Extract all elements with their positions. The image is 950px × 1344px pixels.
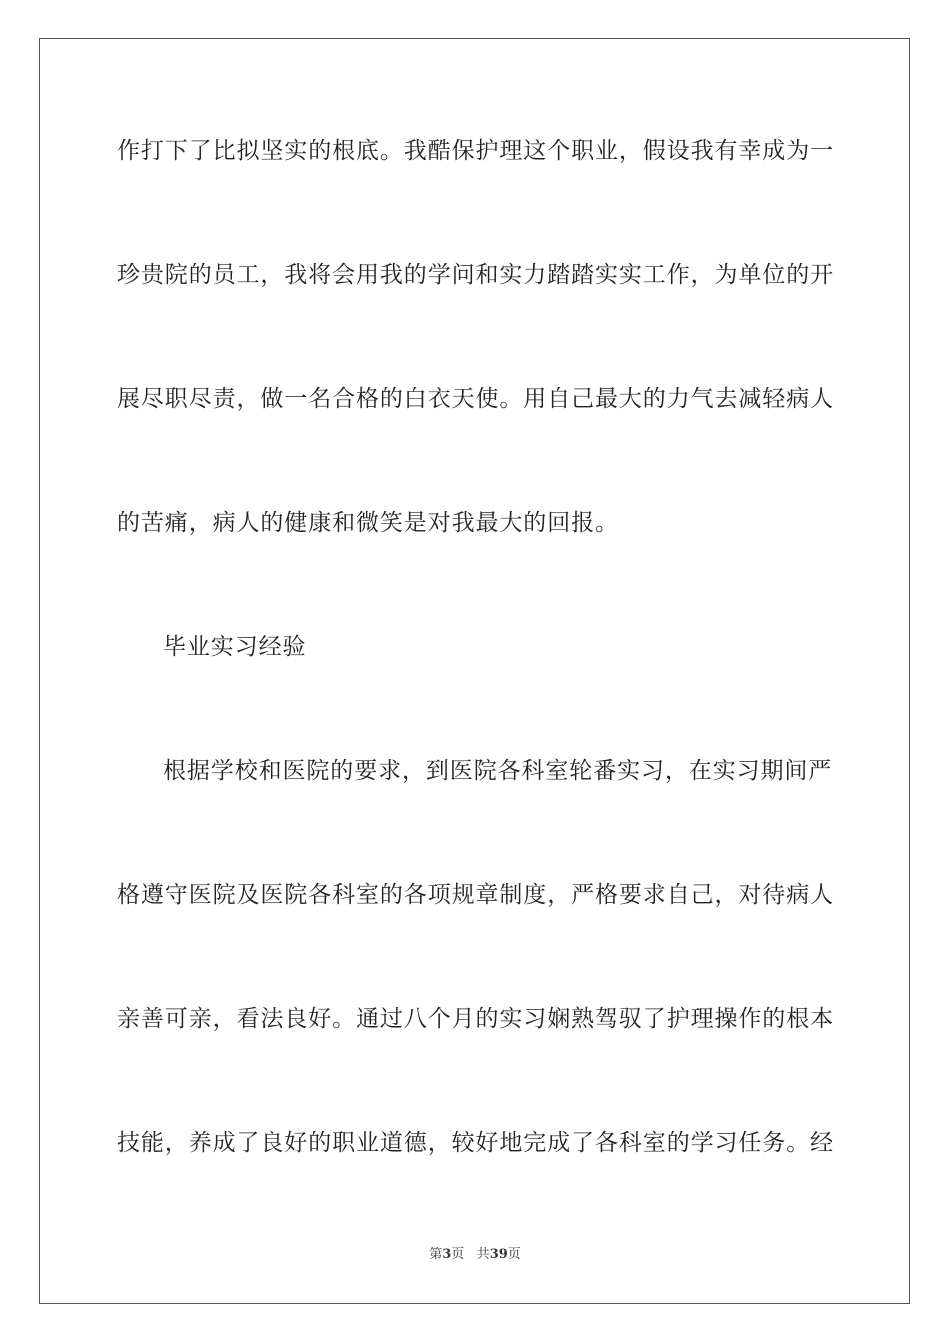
body-text-line-2: 珍贵院的员工，我将会用我的学问和实力踏踏实实工作，为单位的开 (117, 262, 834, 288)
section-heading: 毕业实习经验 (163, 634, 307, 660)
paragraph-line-4: 技能，养成了良好的职业道德，较好地完成了各科室的学习任务。经 (117, 1130, 834, 1156)
footer-page-prefix: 第 (429, 1247, 443, 1262)
body-text-line-4: 的苦痛，病人的健康和微笑是对我最大的回报。 (117, 510, 619, 536)
footer-total-pages: 39 (489, 1247, 508, 1262)
paragraph-line-1: 根据学校和医院的要求，到医院各科室轮番实习，在实习期间严 (163, 758, 833, 784)
footer-page-suffix: 页 (451, 1247, 465, 1262)
footer-total-suffix: 页 (507, 1247, 521, 1262)
page-border (39, 38, 910, 1304)
body-text-line-1: 作打下了比拟坚实的根底。我酷保护理这个职业，假设我有幸成为一 (117, 138, 834, 164)
body-text-line-3: 展尽职尽责，做一名合格的白衣天使。用自己最大的力气去减轻病人 (117, 386, 834, 412)
page-footer (0, 1246, 950, 1264)
paragraph-line-3: 亲善可亲，看法良好。通过八个月的实习娴熟驾驭了护理操作的根本 (117, 1006, 834, 1032)
footer-page-number: 3 (442, 1247, 452, 1262)
footer-total-prefix: 共 (476, 1247, 490, 1262)
paragraph-line-2: 格遵守医院及医院各科室的各项规章制度，严格要求自己，对待病人 (117, 882, 834, 908)
